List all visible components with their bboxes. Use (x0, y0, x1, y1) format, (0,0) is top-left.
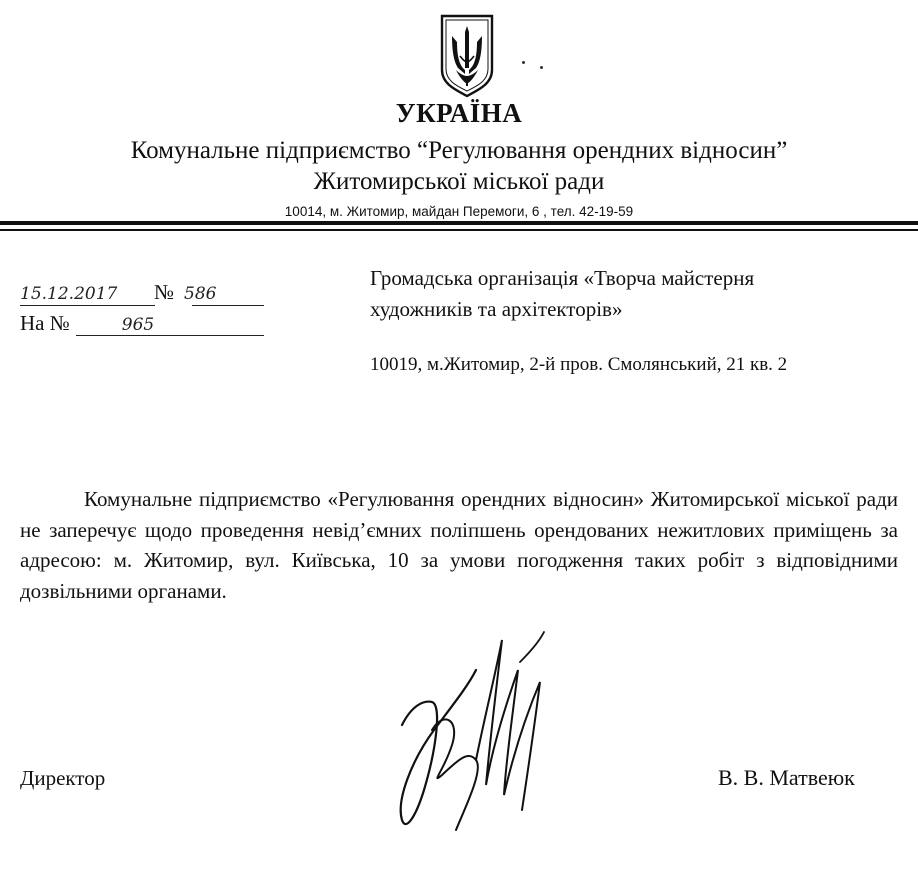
letter-date: 15.12.2017 (20, 284, 118, 304)
outgoing-reference (20, 280, 217, 305)
number-label: № (154, 280, 175, 304)
organization-address: 10014, м. Житомир, майдан Перемоги, 6 , тел. 42-19-59 (284, 204, 634, 219)
organization-name: Комунальне підприємство “Регулювання орендних відносин” (130, 137, 788, 164)
recipient-line-2: художників та архітекторів» (370, 297, 623, 321)
speck (540, 66, 543, 69)
incoming-reference (20, 311, 154, 336)
signer-name: В. В. Матвеюк (718, 765, 855, 790)
header-divider-thick (0, 221, 918, 225)
number-underline (192, 305, 264, 306)
letter-number: 586 (184, 284, 217, 304)
reply-underline (76, 335, 264, 336)
signer-position: Директор (20, 766, 106, 790)
country-title: УКРАЇНА (395, 98, 523, 128)
recipient-name (370, 263, 754, 325)
handwritten-signature (372, 610, 562, 850)
speck (522, 61, 525, 64)
letter-body: Комунальне підприємство «Регулювання орендних відносин» Житомирської міської ради не заперечує щодо проведення невід’ємних поліпшень орендованих нежитлових приміщень за адресою: м. Житомир, вул. Київська, 10 за умови погодження таких робіт з відповідними дозвільними органами. (20, 487, 898, 603)
reply-label: На № (20, 311, 70, 335)
coat-of-arms-icon (438, 12, 496, 98)
date-underline (20, 305, 155, 306)
header-divider-thin (0, 229, 918, 231)
reply-number: 965 (121, 315, 155, 335)
recipient-address: 10019, м.Житомир, 2-й пров. Смолянський, 21 кв. 2 (370, 354, 788, 375)
organization-council: Житомирської міської ради (313, 168, 605, 195)
recipient-line-1: Громадська організація «Творча майстерня (370, 266, 755, 290)
